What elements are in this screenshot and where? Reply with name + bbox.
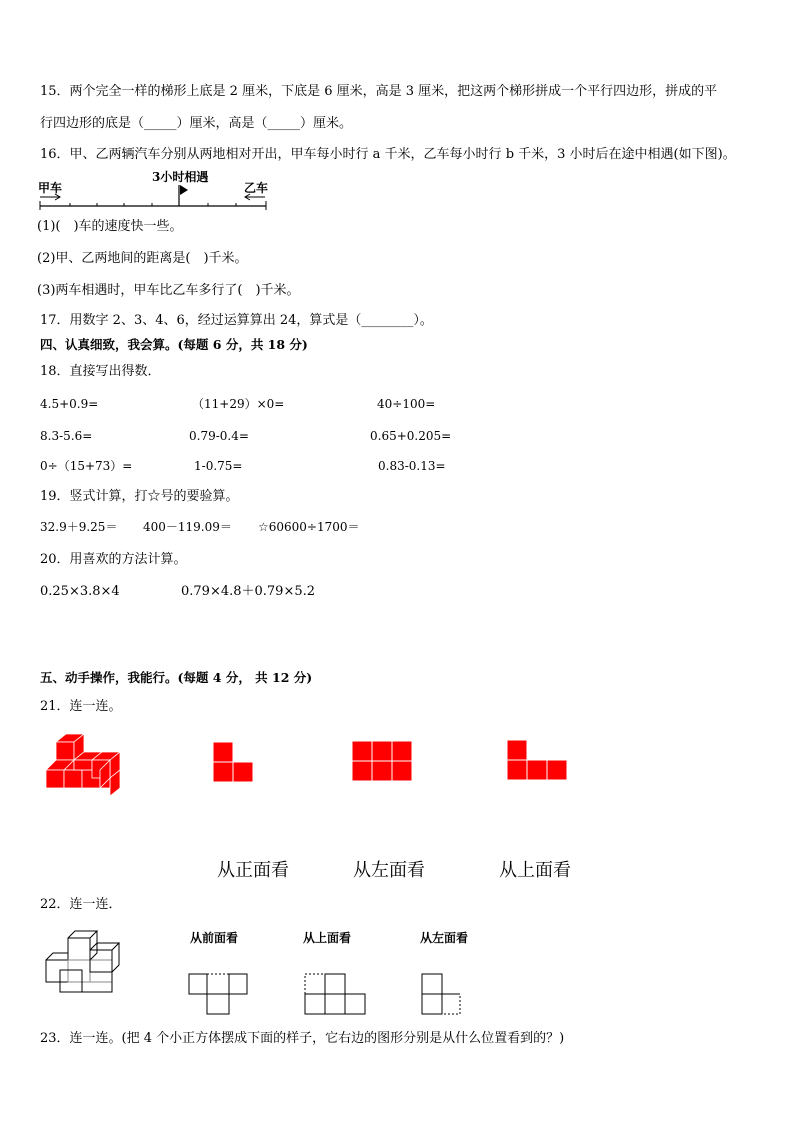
q16-sub2: (2)甲、乙两地间的距离是( )千米。 (37, 251, 248, 266)
q21-view-left: 从左面看 (353, 860, 425, 881)
q18-item: 40÷100= (377, 397, 436, 411)
q21-view-front: 从正面看 (217, 860, 289, 881)
q18-stem: 18．直接写出得数． (40, 364, 161, 379)
q22-view-shape-top (305, 974, 365, 1014)
section5-heading: 五、动手操作，我能行。(每题 4 分， 共 12 分) (40, 670, 313, 685)
q18-item: （11+29）×0= (192, 397, 285, 411)
q22-stem: 22．连一连． (40, 897, 122, 912)
section4-heading: 四、认真细致，我会算。(每题 6 分，共 18 分) (40, 337, 308, 352)
q20-item: 0.25×3.8×4 (40, 584, 120, 599)
q16-sub3: (3)两车相遇时，甲车比乙车多行了( )千米。 (37, 283, 300, 298)
q18-item: 8.3-5.6= (40, 429, 93, 443)
q16-left-label: 甲车 (38, 181, 63, 195)
q16-sub1: (1)( )车的速度快一些。 (37, 219, 183, 234)
q16-right-label: 乙车 (244, 181, 269, 195)
q22-view-shape-front (189, 974, 247, 1014)
q22-view-front: 从前面看 (190, 931, 239, 945)
q19-item: 400－119.09＝ (143, 520, 232, 534)
q20-stem: 20．用喜欢的方法计算。 (40, 552, 187, 567)
q22-view-top: 从上面看 (303, 931, 352, 945)
q18-item: 4.5+0.9= (40, 397, 99, 411)
q18-item: 0÷（15+73）= (40, 459, 133, 473)
q19-item: ☆60600÷1700＝ (258, 520, 360, 534)
q17-text: 17．用数字 2、3、4、6，经过运算算出 24，算式是（________）。 (40, 313, 433, 328)
q22-view-shape-left (422, 974, 460, 1014)
q18-item: 0.83-0.13= (378, 459, 446, 473)
q15-line1: 15．两个完全一样的梯形上底是 2 厘米，下底是 6 厘米，高是 3 厘米，把这两个梯形拼成一个平行四边形，拼成的平 (40, 84, 718, 99)
q22-3d-figure (46, 931, 119, 992)
q18-item: 0.79-0.4= (189, 429, 249, 443)
q16-meet-label: 3小时相遇 (152, 170, 209, 184)
q19-item: 32.9＋9.25＝ (40, 520, 118, 534)
q20-item: 0.79×4.8＋0.79×5.2 (181, 584, 316, 599)
q15-line2: 行四边形的底是（_____）厘米，高是（_____）厘米。 (40, 116, 353, 131)
q18-item: 0.65+0.205= (370, 429, 452, 443)
q23-text: 23．连一连。(把 4 个小正方体摆成下面的样子，它右边的图形分别是从什么位置看到的？) (40, 1031, 565, 1046)
q18-item: 1-0.75= (194, 459, 243, 473)
q21-view-top: 从上面看 (499, 860, 571, 881)
q16-stem: 16．甲、乙两辆汽车分别从两地相对开出，甲车每小时行 a 千米，乙车每小时行 b 千米，3 小时后在途中相遇(如下图)。 (40, 147, 736, 162)
q22-view-left: 从左面看 (420, 931, 469, 945)
q19-stem: 19．竖式计算，打☆号的要验算。 (40, 489, 239, 504)
q21-stem: 21．连一连。 (40, 699, 122, 714)
